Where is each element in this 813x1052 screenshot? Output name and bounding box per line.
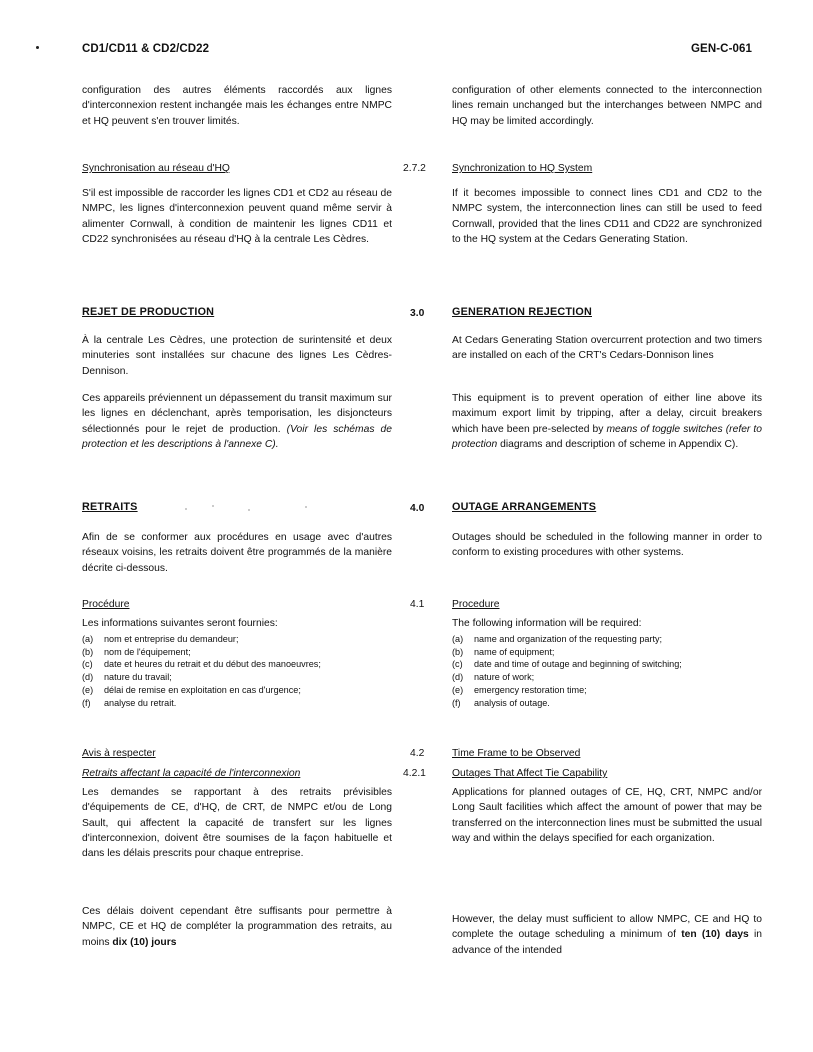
paragraph-en-2-7-2: If it becomes impossible to connect lines CD1 and CD2 to the NMPC system, the interconnection lines can still be used to feed Cornwall, provided that the lines CD11 and CD22 are synchronized to the HQ system at the Cedars Generating Station.: [452, 188, 762, 245]
section-title-fr-4-2-1: Retraits affectant la capacité de l'interconnexion: [82, 768, 301, 779]
paragraph-en-3-0-b-text: This equipment is to prevent operation of either line above its maximum export limit by tripping, after a delay, circuit breakers which have been pre-selected by: [452, 393, 762, 435]
paragraph-fr-2-7-2: S'il est impossible de raccorder les lignes CD1 et CD2 au réseau de NMPC, les lignes d'interconnexion peuvent quand même servir à alimenter Cornwall, à condition de maintenir les lignes CD11 et CD22 synchronisées au réseau d'HQ à la centrale Les Cèdres.: [82, 188, 392, 245]
paragraph-en-4-0: Outages should be scheduled in the following manner in order to conform to existing procedures with other systems.: [452, 532, 762, 559]
paragraph-en-4-2-1-b-bold: ten (10) days: [681, 929, 749, 941]
section-title-fr-2-7-2: Synchronisation au réseau d'HQ: [82, 163, 230, 174]
list-item: [82, 658, 392, 671]
procedure-intro-en: The following information will be required:: [452, 618, 642, 629]
list-item-text: délai de remise en exploitation en cas d'urgence;: [104, 684, 301, 695]
list-item: [452, 697, 762, 710]
list-item-label: (d): [452, 672, 464, 683]
paragraph-fr-4-2-1-b-bold: dix (10) jours: [112, 936, 177, 948]
section-title-en-4-2: Time Frame to be Observed: [452, 748, 581, 759]
list-item: [452, 646, 762, 659]
list-item-text: nom et entreprise du demandeur;: [104, 634, 239, 644]
paragraph-en-3-0-b-tail: diagrams and description of scheme in Appendix C).: [500, 438, 739, 450]
list-item: [82, 697, 392, 710]
list-item: [452, 684, 762, 697]
paragraph-en-3-0-a: At Cedars Generating Station overcurrent protection and two timers are installed on each of the CRT's Cedars-Donnison lines: [452, 335, 762, 362]
list-item-text: date and time of outage and beginning of switching;: [474, 659, 682, 670]
list-item-label: (b): [452, 646, 464, 657]
paragraph-en-4-2-1-b-tail: in advance of the intended: [452, 929, 762, 956]
procedure-list-fr: [82, 633, 392, 709]
list-item: [82, 684, 392, 697]
header-right: GEN-C-061: [691, 43, 752, 55]
procedure-intro-fr: Les informations suivantes seront fournies:: [82, 618, 278, 629]
header-left: CD1/CD11 & CD2/CD22: [82, 43, 210, 55]
list-item-text: emergency restoration time;: [474, 684, 587, 695]
list-item-label: (f): [452, 697, 461, 708]
section-number-2-7-2: 2.7.2: [403, 163, 426, 174]
intro-fr: configuration des autres éléments raccordés aux lignes d'interconnexion restent inchangée mais les échanges entre NMPC et HQ peuvent s'en trouver limités.: [82, 85, 392, 127]
list-item-text: name and organization of the requesting party;: [474, 634, 663, 644]
section-number-4-0: 4.0: [410, 503, 425, 514]
paragraph-en-4-2-1-b-text: However, the delay must sufficient to allow NMPC, CE and HQ to complete the outage scheduling a minimum of: [452, 914, 762, 941]
list-item-text: name of equipment;: [474, 646, 555, 657]
procedure-list-en: [452, 633, 762, 709]
paragraph-fr-4-2-1-a: Les demandes se rapportant à des retraits prévisibles d'équipements de CE, d'HQ, de CRT, de NMPC et/ou de Long Sault, qui affectent la capacité de transfert sur les lignes d'interconnexion, doivent être soumises de la façon habituelle et dans les délais prescrits pour chaque entreprise.: [82, 787, 392, 860]
intro-en: configuration of other elements connected to the interconnection lines remain unchanged but the interchanges between NMPC and HQ may be limited accordingly.: [452, 85, 762, 127]
section-title-en-4-0: OUTAGE ARRANGEMENTS: [452, 501, 597, 513]
section-title-en-4-1: Procedure: [452, 599, 500, 610]
paragraph-fr-3-0-a: À la centrale Les Cèdres, une protection de surintensité et deux minuteries sont installées sur chacune des lignes Les Cèdres-Dennison.: [82, 335, 392, 377]
paragraph-fr-3-0-b: [82, 391, 392, 452]
section-number-3-0: 3.0: [410, 308, 425, 319]
paragraph-en-3-0-b-italic: means of toggle switches (refer to protection: [452, 423, 763, 450]
scan-speck: [212, 505, 214, 507]
list-item-label: (d): [82, 672, 94, 683]
list-item-label: (a): [82, 634, 94, 644]
paragraph-en-4-2-1-a: Applications for planned outages of CE, HQ, CRT, NMPC and/or Long Sault facilities which affect the amount of power that may be transferred on the interconnection lines must be submitted the usual way and within the delays specified for each organization.: [452, 787, 762, 844]
paragraph-fr-4-2-1-b: [82, 904, 392, 950]
list-item-text: nom de l'équipement;: [104, 646, 191, 657]
paragraph-fr-4-0: Afin de se conformer aux procédures en usage avec d'autres réseaux voisins, les retraits doivent être programmés de la manière décrite ci-dessous.: [82, 532, 392, 574]
list-item: [82, 646, 392, 659]
section-title-fr-3-0: REJET DE PRODUCTION: [82, 306, 215, 318]
list-item-label: (c): [82, 659, 93, 670]
list-item-label: (c): [452, 659, 463, 670]
section-number-4-2: 4.2: [410, 748, 425, 759]
list-item-text: analysis of outage.: [474, 697, 550, 708]
section-number-4-2-1: 4.2.1: [403, 768, 426, 779]
paragraph-en-3-0-b: [452, 391, 762, 452]
list-item: [452, 671, 762, 684]
paragraph-fr-3-0-b-italic: (Voir les schémas de protection et les descriptions à l'annexe C).: [82, 423, 392, 450]
paragraph-fr-4-2-1-b-text: Ces délais doivent cependant être suffisants pour permettre à NMPC, CE et HQ de compléter la programmation des retraits, au moins: [82, 906, 392, 948]
list-item-label: (f): [82, 697, 91, 708]
list-item: [452, 658, 762, 671]
scan-mark: [36, 46, 39, 49]
list-item: [82, 633, 392, 646]
scan-speck: [185, 508, 187, 510]
list-item-label: (e): [82, 684, 94, 695]
list-item-label: (e): [452, 684, 464, 695]
scan-speck: [248, 509, 250, 511]
list-item-label: (b): [82, 646, 94, 657]
list-item: [82, 671, 392, 684]
list-item: [452, 633, 762, 646]
section-title-fr-4-1: Procédure: [82, 599, 130, 610]
list-item-text: date et heures du retrait et du début des manoeuvres;: [104, 659, 321, 670]
list-item-text: nature du travail;: [104, 672, 172, 683]
section-title-en-3-0: GENERATION REJECTION: [452, 306, 592, 318]
section-number-4-1: 4.1: [410, 599, 425, 610]
paragraph-en-4-2-1-b: [452, 912, 762, 958]
section-title-fr-4-2: Avis à respecter: [82, 748, 156, 759]
section-title-en-4-2-1: Outages That Affect Tie Capability: [452, 768, 608, 779]
list-item-label: (a): [452, 634, 464, 644]
section-title-en-2-7-2: Synchronization to HQ System: [452, 163, 593, 174]
list-item-text: analyse du retrait.: [104, 697, 177, 708]
list-item-text: nature of work;: [474, 672, 535, 683]
section-title-fr-4-0: RETRAITS: [82, 501, 138, 513]
paragraph-fr-3-0-b-text: Ces appareils préviennent un dépassement du transit maximum sur les lignes en déclenchant, après temporisation, les disjoncteurs sélectionnés pour le rejet de production.: [82, 393, 392, 435]
scan-speck: [305, 506, 307, 508]
